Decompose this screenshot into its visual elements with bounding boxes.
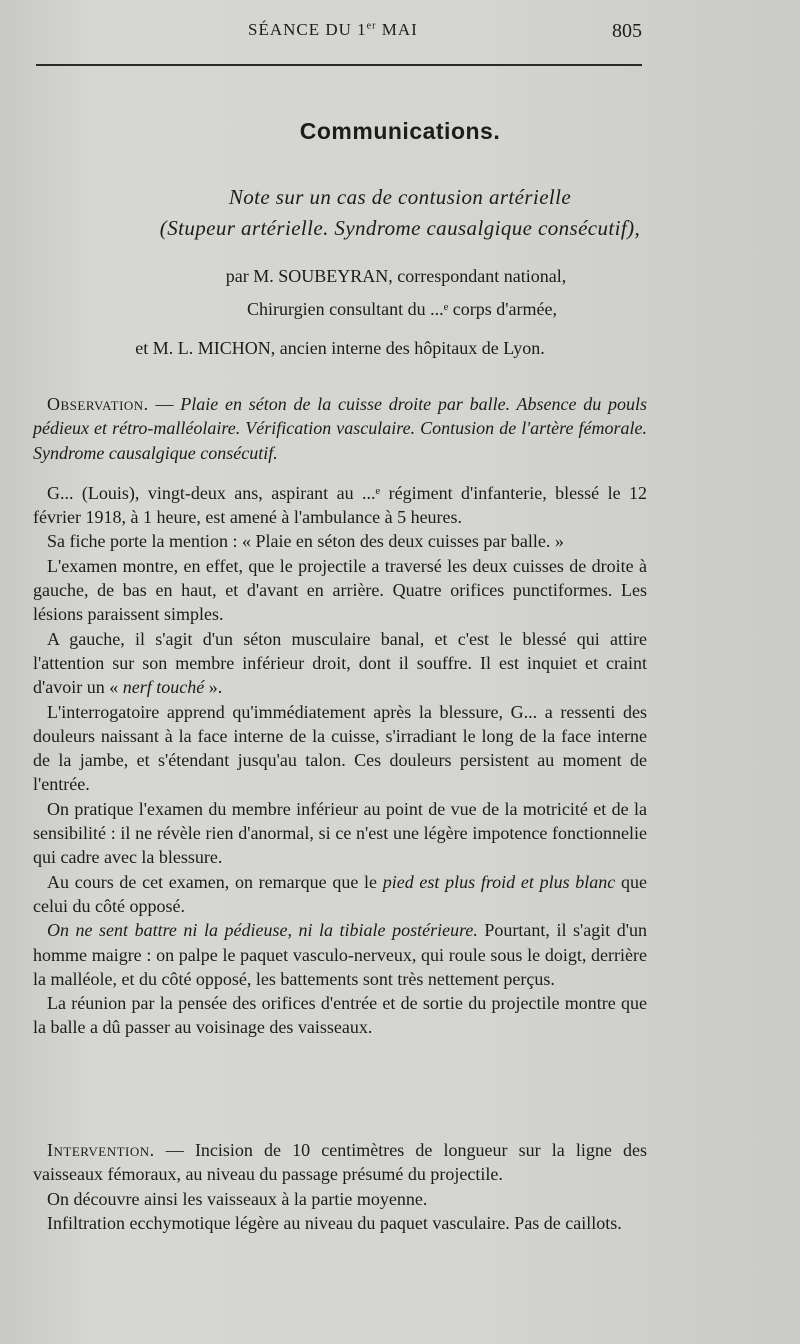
intervention-section bbox=[33, 1138, 647, 1235]
intervention-label: Intervention. bbox=[47, 1140, 155, 1160]
paragraph: Infiltration ecchymotique légère au niveau du paquet vasculaire. Pas de caillots. bbox=[47, 1212, 622, 1233]
paragraph: A gauche, il s'agit d'un séton musculaire banal, et c'est le blessé qui attire l'attention sur son membre inférieur droit, dont il souffre. Il est inquiet et craint d'avoir un « nerf touché ». bbox=[33, 628, 647, 698]
paragraph: G... (Louis), vingt-deux ans, aspirant au ...ᵉ régiment d'infanterie, blessé le 12 février 1918, à 1 heure, est amené à l'ambulance à 5 heures. bbox=[33, 482, 647, 528]
observation-section bbox=[33, 392, 647, 1040]
observation-heading: Observation. — Plaie en séton de la cuisse droite par balle. Absence du pouls pédieux et rétro-malléolaire. Vérification vasculaire. Contusion de l'artère fémorale. Syndrome causalgique consécutif. bbox=[33, 394, 647, 463]
intervention-paragraph: Intervention. — Incision de 10 centimètres de longueur sur la ligne des vaisseaux fémoraux, au niveau du passage présumé du projectile. bbox=[33, 1140, 648, 1185]
paragraph: On ne sent battre ni la pédieuse, ni la tibiale postérieure. Pourtant, il s'agit d'un homme maigre : on palpe le paquet vasculo-nerveux, qui roule sous le doigt, derrière la malléole, et du côté opposé, les battements sont très nettement perçus. bbox=[33, 920, 647, 989]
running-header bbox=[0, 18, 800, 48]
byline-coauthor: et M. L. MICHON, ancien interne des hôpitaux de Lyon. bbox=[135, 338, 545, 358]
paragraph: Au cours de cet examen, on remarque que le pied est plus froid et plus blanc que celui du côté opposé. bbox=[33, 871, 647, 916]
byline-authors: par M. SOUBEYRAN, correspondant national, bbox=[225, 266, 567, 286]
section-title: Communications. bbox=[299, 118, 501, 144]
observation-summary: Plaie en séton de la cuisse droite par balle. Absence du pouls pédieux et rétro-malléolaire. Vérification vasculaire. Contusion de l'artère fémorale. Syndrome causalgique consécutif. bbox=[33, 394, 647, 463]
observation-label: Observation. bbox=[47, 394, 149, 414]
paragraph: La réunion par la pensée des orifices d'entrée et de sortie du projectile montre que la balle a dû passer au voisinage des vaisseaux. bbox=[33, 993, 647, 1038]
paragraph: Sa fiche porte la mention : « Plaie en séton des deux cuisses par balle. » bbox=[47, 531, 564, 552]
header-rule bbox=[36, 64, 642, 66]
byline-affiliation: Chirurgien consultant du ...ᵉ corps d'armée, bbox=[247, 299, 557, 319]
article-title-line-1: Note sur un cas de contusion artérielle bbox=[228, 185, 572, 209]
paragraph: On pratique l'examen du membre inférieur au point de vue de la motricité et de la sensibilité : il ne révèle rien d'anormal, si ce n'est une légère impotence fonctionnelie qui cadre avec la blessure. bbox=[33, 798, 647, 868]
paragraph: L'examen montre, en effet, que le projectile a traversé les deux cuisses de droite à gauche, de bas en haut, et d'avant en arrière. Quatre orifices punctiformes. Les lésions paraissent simples. bbox=[33, 555, 647, 625]
paragraph: On découvre ainsi les vaisseaux à la partie moyenne. bbox=[47, 1188, 428, 1209]
running-title: SÉANCE DU 1er MAI bbox=[248, 20, 418, 39]
article-title-line-2: (Stupeur artérielle. Syndrome causalgique consécutif), bbox=[159, 216, 641, 240]
page-number: 805 bbox=[612, 20, 642, 42]
paragraph: L'interrogatoire apprend qu'immédiatement après la blessure, G... a ressenti des douleurs naissant à la face interne de la cuisse, s'irradiant le long de la face interne de la jambe, et s'étendant jusqu'au talon. Ces douleurs persistent au moment de l'entrée. bbox=[33, 701, 647, 795]
